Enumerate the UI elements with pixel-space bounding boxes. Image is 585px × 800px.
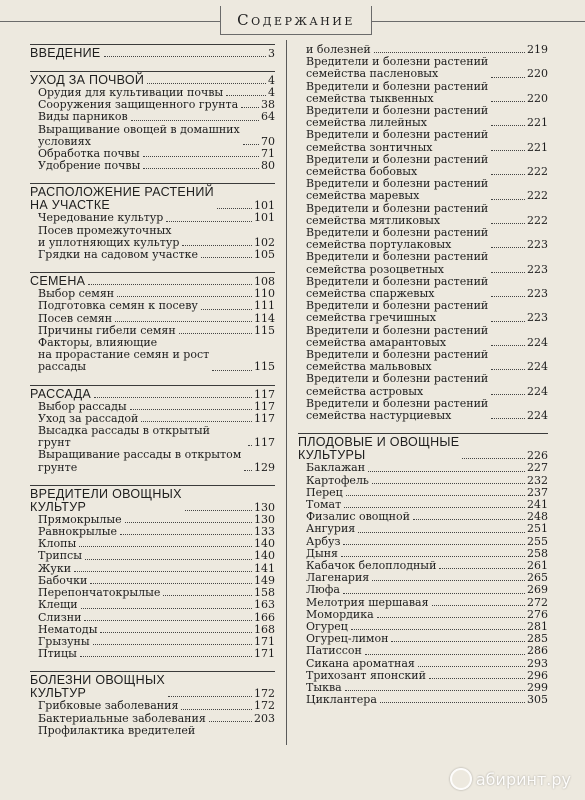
toc-entry-title: Арбуз [306, 534, 341, 548]
toc-entry-title: Причины гибели семян [38, 323, 176, 337]
dot-leader [358, 532, 525, 533]
dot-leader [179, 333, 252, 334]
toc-page-number: 227 [527, 461, 548, 475]
toc-entry-title: Вредители и болезни растений семейства маревых [306, 177, 489, 203]
toc-entry-title: Баклажан [306, 461, 366, 475]
toc-entry-title: Выращивание рассады в открытом грунте [38, 448, 242, 474]
toc-page-number: 272 [527, 595, 548, 609]
dot-leader [343, 593, 525, 594]
toc-page-number: 110 [254, 287, 275, 301]
toc-page-number: 224 [527, 335, 548, 349]
toc-page-number: 281 [527, 619, 548, 633]
toc-page-number: 130 [254, 500, 275, 514]
dot-leader [243, 144, 259, 145]
toc-entry[interactable] [30, 725, 275, 737]
toc-entry-title: Удобрение почвы [38, 159, 141, 173]
toc-entry-title: Вредители и болезни растений семейства бобовых [306, 152, 489, 179]
toc-page-number: 133 [254, 525, 275, 539]
toc-page-number: 305 [527, 693, 548, 707]
dot-leader [241, 107, 259, 108]
toc-page-number: 222 [527, 213, 548, 227]
toc-entry-title: ВВЕДЕНИЕ [30, 46, 101, 60]
dot-leader [120, 534, 252, 535]
toc-entry-title: Сооружения защищенного грунта [38, 98, 239, 112]
toc-entry[interactable] [30, 449, 275, 473]
toc-section [298, 44, 548, 422]
toc-page-number: 222 [527, 165, 548, 179]
toc-entry-title: Перец [306, 485, 343, 499]
dot-leader [351, 629, 525, 630]
dot-leader [491, 321, 525, 322]
dot-leader [365, 654, 525, 655]
dot-leader [343, 544, 525, 545]
dot-leader [163, 595, 252, 596]
toc-entry[interactable] [30, 648, 275, 660]
watermark-text: абиринт.ру [475, 769, 571, 789]
toc-page-number: 248 [527, 510, 548, 524]
toc-column-right [298, 44, 548, 717]
toc-page-number: 64 [261, 110, 275, 124]
toc-entry[interactable] [298, 203, 548, 227]
toc-entry[interactable] [298, 251, 548, 275]
toc-section [298, 433, 548, 706]
toc-entry[interactable] [298, 349, 548, 373]
toc-page-number: 172 [254, 687, 275, 701]
toc-page-number: 220 [527, 91, 548, 105]
toc-entry-title: Вредители и болезни растений семейства пасленовых [306, 55, 489, 81]
dot-leader [182, 245, 252, 246]
toc-page-number: 166 [254, 610, 275, 624]
toc-entry-title: Клопы [38, 537, 77, 551]
toc-page-number: 269 [527, 583, 548, 597]
toc-page-number: 223 [527, 262, 548, 276]
toc-page-number: 101 [254, 211, 275, 225]
dot-leader [217, 208, 252, 209]
toc-section [30, 272, 275, 373]
toc-entry-title: Чередование культур [38, 211, 164, 225]
dot-leader [201, 309, 252, 310]
dot-leader [130, 409, 252, 410]
toc-entry-title: РАССАДА [30, 386, 91, 401]
toc-entry[interactable] [298, 276, 548, 300]
toc-entry[interactable] [30, 225, 275, 249]
toc-entry[interactable] [298, 56, 548, 80]
dot-leader [491, 272, 525, 273]
toc-page-number: 4 [268, 86, 275, 99]
dot-leader [147, 83, 266, 84]
toc-entry[interactable] [30, 300, 275, 312]
toc-page-number: 117 [254, 387, 275, 401]
dot-leader [439, 568, 525, 569]
toc-entry-title: Вредители и болезни растений семейства мальвовых [306, 348, 489, 374]
toc-entry-title: Высадка рассады в открытый грунт [38, 424, 211, 450]
toc-entry-title: УХОД ЗА ПОЧВОЙ [30, 73, 145, 87]
toc-entry[interactable] [298, 584, 548, 596]
toc-page-number: 105 [254, 248, 275, 262]
toc-entry[interactable] [298, 462, 548, 474]
toc-page-number: 172 [254, 699, 275, 713]
toc-entry[interactable] [30, 249, 275, 261]
toc-page-number: 80 [261, 159, 275, 173]
dot-leader [491, 369, 525, 370]
toc-page-number: 102 [254, 235, 275, 249]
dot-leader [341, 556, 525, 557]
dot-leader [94, 397, 252, 398]
toc-entry-title: Циклантера [306, 693, 377, 707]
toc-page-number: 261 [527, 558, 548, 572]
dot-leader [226, 95, 266, 96]
toc-entry-title: Подготовка семян к посеву [38, 299, 198, 313]
toc-entry-title: Вредители и болезни растений семейства гречишных [306, 299, 489, 325]
dot-leader [115, 321, 252, 322]
toc-section [30, 183, 275, 261]
toc-page-number: 293 [527, 656, 548, 670]
toc-page-number: 171 [254, 634, 275, 648]
toc-page-number: 108 [254, 275, 275, 289]
toc-section-heading[interactable] [298, 433, 548, 462]
labirint-logo-icon [450, 768, 472, 790]
toc-entry-title: Факторы, влияющие на прорастание семян и рост рассады [38, 336, 210, 374]
toc-page-number: 38 [261, 98, 275, 112]
dot-leader [462, 458, 525, 459]
toc-page-number: 163 [254, 598, 275, 612]
toc-page-number: 224 [527, 360, 548, 374]
toc-entry-title: Мелотрия шершавая [306, 595, 429, 609]
dot-leader [491, 150, 525, 151]
dot-leader [248, 445, 252, 446]
toc-entry[interactable] [298, 300, 548, 324]
toc-entry-title: Момордика [306, 607, 374, 621]
watermark [450, 768, 571, 790]
toc-entry-title: Вредители и болезни растений семейства астровых [306, 372, 489, 398]
toc-section-heading[interactable] [30, 671, 275, 700]
toc-entry[interactable] [298, 81, 548, 105]
toc-page-number: 141 [254, 561, 275, 575]
toc-entry[interactable] [30, 550, 275, 562]
toc-entry[interactable] [30, 111, 275, 123]
dot-leader [368, 471, 525, 472]
toc-entry[interactable] [30, 713, 275, 725]
toc-entry-title: Сикана ароматная [306, 656, 415, 670]
toc-page-number: 221 [527, 140, 548, 154]
toc-entry[interactable] [298, 105, 548, 129]
toc-page-number: 223 [527, 238, 548, 252]
toc-page-number: 276 [527, 607, 548, 621]
toc-entry[interactable] [298, 129, 548, 153]
toc-entry-title: Вредители и болезни растений семейства розоцветных [306, 250, 489, 276]
toc-entry-title: Прямокрылые [38, 512, 122, 526]
toc-entry-title: Вредители и болезни растений семейства портулаковых [306, 226, 489, 252]
dot-leader [345, 690, 525, 691]
toc-page-number: 224 [527, 384, 548, 398]
toc-section [30, 671, 275, 737]
toc-entry-title: Ангурия [306, 522, 356, 536]
toc-entry-title: Огурец-лимон [306, 632, 389, 646]
toc-page-number: 115 [254, 323, 275, 337]
dot-leader [346, 495, 525, 496]
toc-entry-title: Клещи [38, 598, 78, 612]
toc-page-number: 258 [527, 546, 548, 560]
dot-leader [201, 257, 252, 258]
dot-leader [100, 632, 252, 633]
toc-entry-title: Физалис овощной [306, 510, 410, 524]
toc-entry-title: Лагенария [306, 571, 370, 585]
toc-entry[interactable] [298, 178, 548, 202]
toc-entry[interactable] [30, 313, 275, 325]
dot-leader [80, 656, 252, 657]
toc-entry[interactable] [30, 425, 275, 449]
toc-page-number: 203 [254, 711, 275, 725]
dot-leader [491, 174, 525, 175]
toc-entry[interactable] [298, 154, 548, 178]
toc-page-number: 4 [268, 74, 275, 87]
toc-page-number: 224 [527, 409, 548, 423]
header-box [220, 6, 372, 35]
dot-leader [93, 644, 252, 645]
toc-entry[interactable] [30, 599, 275, 611]
toc-page-number: 219 [527, 43, 548, 56]
dot-leader [380, 702, 525, 703]
toc-page-number: 285 [527, 632, 548, 646]
toc-entry[interactable] [30, 337, 275, 374]
toc-entry-title: ПЛОДОВЫЕ И ОВОЩНЫЕ КУЛЬТУРЫ [298, 435, 460, 463]
toc-entry[interactable] [30, 124, 275, 148]
toc-entry[interactable] [298, 325, 548, 349]
toc-section [30, 385, 275, 474]
toc-entry-title: Выбор рассады [38, 399, 127, 413]
toc-entry-title: Вредители и болезни растений семейства амарантовых [306, 323, 489, 349]
toc-entry[interactable] [298, 475, 548, 487]
toc-entry-title: Огурец [306, 619, 348, 633]
toc-page-number: 255 [527, 534, 548, 548]
toc-entry-title: Профилактика вредителей [38, 723, 196, 737]
toc-entry[interactable] [298, 227, 548, 251]
toc-entry-title: РАСПОЛОЖЕНИЕ РАСТЕНИЙ НА УЧАСТКЕ [30, 185, 214, 213]
dot-leader [491, 199, 525, 200]
toc-page-number: 140 [254, 549, 275, 563]
toc-entry[interactable] [298, 398, 548, 422]
toc-entry-title: Бактериальные заболевания [38, 711, 206, 725]
dot-leader [491, 345, 525, 346]
toc-entry-title: Жуки [38, 561, 72, 575]
toc-entry-title: Люфа [306, 583, 340, 597]
dot-leader [141, 421, 252, 422]
toc-entry-title: Вредители и болезни растений семейства зонтичных [306, 128, 489, 154]
dot-leader [432, 605, 525, 606]
toc-page-number: 286 [527, 644, 548, 658]
dot-leader [491, 223, 525, 224]
dot-leader [491, 125, 525, 126]
toc-page-number: 223 [527, 287, 548, 301]
dot-leader [74, 571, 252, 572]
toc-page-number: 223 [527, 311, 548, 325]
toc-page-number: 296 [527, 668, 548, 682]
dot-leader [244, 470, 252, 471]
toc-entry-title: ВРЕДИТЕЛИ ОВОЩНЫХ КУЛЬТУР [30, 486, 182, 514]
toc-entry[interactable] [30, 160, 275, 172]
dot-leader [125, 522, 252, 523]
dot-leader [491, 394, 525, 395]
toc-page-number: 251 [527, 522, 548, 536]
dot-leader [143, 168, 259, 169]
toc-entry[interactable] [30, 212, 275, 224]
toc-entry-title: Трипсы [38, 549, 82, 563]
toc-entry[interactable] [298, 645, 548, 657]
dot-leader [209, 721, 252, 722]
toc-section-heading[interactable] [30, 485, 275, 514]
toc-entry-title: Трихозант японский [306, 668, 426, 682]
column-divider [286, 40, 287, 745]
toc-section-heading[interactable] [30, 272, 275, 288]
toc-page-number: 220 [527, 67, 548, 81]
toc-page-number: 101 [254, 199, 275, 213]
toc-entry-title: Выбор семян [38, 287, 115, 301]
toc-page-number: 241 [527, 497, 548, 511]
toc-page-number: 222 [527, 189, 548, 203]
toc-section-heading[interactable] [30, 183, 275, 212]
toc-entry-title: Виды парников [38, 110, 128, 124]
toc-entry-title: Птицы [38, 647, 77, 661]
dot-leader [104, 56, 266, 57]
toc-section-heading[interactable] [30, 385, 275, 401]
toc-entry[interactable] [298, 658, 548, 670]
toc-section [30, 485, 275, 660]
dot-leader [391, 641, 525, 642]
toc-entry-title: СЕМЕНА [30, 274, 86, 289]
toc-entry-title: и болезней [306, 43, 371, 56]
dot-leader [491, 418, 525, 419]
toc-section-heading[interactable] [30, 44, 275, 60]
dot-leader [131, 120, 259, 121]
toc-entry-title: Бабочки [38, 573, 88, 587]
toc-entry[interactable] [30, 612, 275, 624]
toc-page-number: 71 [261, 147, 275, 161]
toc-column-left [30, 44, 275, 748]
toc-entry-title: Слизни [38, 610, 82, 624]
dot-leader [413, 519, 525, 520]
toc-entry-title: Посев промежуточных и уплотняющих культур [38, 223, 180, 249]
toc-page-number: 117 [254, 436, 275, 450]
toc-page-number: 117 [254, 411, 275, 425]
dot-leader [418, 666, 525, 667]
toc-entry[interactable] [298, 597, 548, 609]
toc-entry-title: Картофель [306, 473, 369, 487]
toc-page-number: 226 [527, 449, 548, 463]
toc-entry-title: Грядки на садовом участке [38, 248, 199, 262]
toc-entry-title: Нематоды [38, 622, 98, 636]
toc-entry-title: Вредители и болезни растений семейства спаржевых [306, 274, 489, 301]
dot-leader [491, 296, 525, 297]
toc-page-number: 149 [254, 573, 275, 587]
toc-entry-title: Посев семян [38, 311, 113, 325]
toc-entry-title: Перепончатокрылые [38, 586, 161, 600]
dot-leader [143, 156, 259, 157]
toc-entry[interactable] [30, 700, 275, 712]
toc-page-number: 115 [254, 360, 275, 374]
toc-page-number: 129 [254, 460, 275, 474]
toc-entry-title: Вредители и болезни растений семейства лилейных [306, 104, 489, 130]
page-title: Содержание [237, 11, 355, 29]
toc-section [30, 71, 275, 172]
toc-page-number: 70 [261, 134, 275, 148]
toc-entry-title: Тыква [306, 680, 342, 694]
dot-leader [88, 284, 252, 285]
toc-entry[interactable] [298, 536, 548, 548]
dot-leader [372, 483, 525, 484]
dot-leader [491, 101, 525, 102]
toc-section-heading[interactable] [30, 71, 275, 87]
toc-entry-title: Вредители и болезни растений семейства настурциевых [306, 396, 489, 423]
toc-page-number: 114 [254, 311, 275, 325]
dot-leader [168, 696, 252, 697]
dot-leader [429, 678, 525, 679]
dot-leader [491, 247, 525, 248]
dot-leader [79, 546, 252, 547]
dot-leader [372, 580, 525, 581]
toc-entry-title: Томат [306, 497, 342, 511]
toc-page-number: 140 [254, 537, 275, 551]
dot-leader [166, 221, 252, 222]
dot-leader [84, 620, 252, 621]
dot-leader [212, 370, 252, 371]
dot-leader [374, 52, 525, 53]
toc-page-number: 171 [254, 647, 275, 661]
dot-leader [185, 510, 252, 511]
dot-leader [491, 77, 525, 78]
dot-leader [377, 617, 525, 618]
toc-entry-title: Выращивание овощей в домашних условиях [38, 122, 240, 148]
toc-page-number: 3 [268, 47, 275, 60]
toc-page-number: 111 [254, 299, 275, 313]
toc-page-number: 237 [527, 485, 548, 499]
toc-page-number: 221 [527, 116, 548, 130]
toc-page-number: 299 [527, 680, 548, 694]
toc-entry[interactable] [298, 373, 548, 397]
dot-leader [117, 296, 252, 297]
toc-entry-title: Кабачок белоплодный [306, 558, 437, 572]
toc-entry-title: Грибковые заболевания [38, 699, 179, 713]
toc-page-number: 130 [254, 512, 275, 526]
dot-leader [81, 608, 252, 609]
dot-leader [181, 709, 252, 710]
toc-entry-title: Уход за рассадой [38, 411, 139, 425]
toc-entry-title: Равнокрылые [38, 525, 118, 539]
toc-page-number: 168 [254, 622, 275, 636]
dot-leader [344, 507, 525, 508]
toc-entry-title: БОЛЕЗНИ ОВОЩНЫХ КУЛЬТУР [30, 673, 165, 701]
dot-leader [90, 583, 252, 584]
toc-section [30, 44, 275, 60]
toc-page-number: 232 [527, 473, 548, 487]
toc-entry[interactable] [298, 694, 548, 706]
toc-page-number: 117 [254, 399, 275, 413]
toc-entry-title: Дыня [306, 546, 338, 560]
toc-page-number: 158 [254, 586, 275, 600]
toc-entry-title: Грызуны [38, 634, 90, 648]
toc-page-number: 265 [527, 571, 548, 585]
toc-entry-title: Вредители и болезни растений семейства тыквенных [306, 79, 489, 105]
dot-leader [85, 559, 252, 560]
toc-entry-title: Патиссон [306, 644, 362, 658]
toc-entry-title: Орудия для культивации почвы [38, 86, 224, 99]
toc-entry[interactable] [298, 523, 548, 535]
toc-entry-title: Вредители и болезни растений семейства мятликовых [306, 201, 489, 227]
toc-entry-title: Обработка почвы [38, 147, 140, 161]
